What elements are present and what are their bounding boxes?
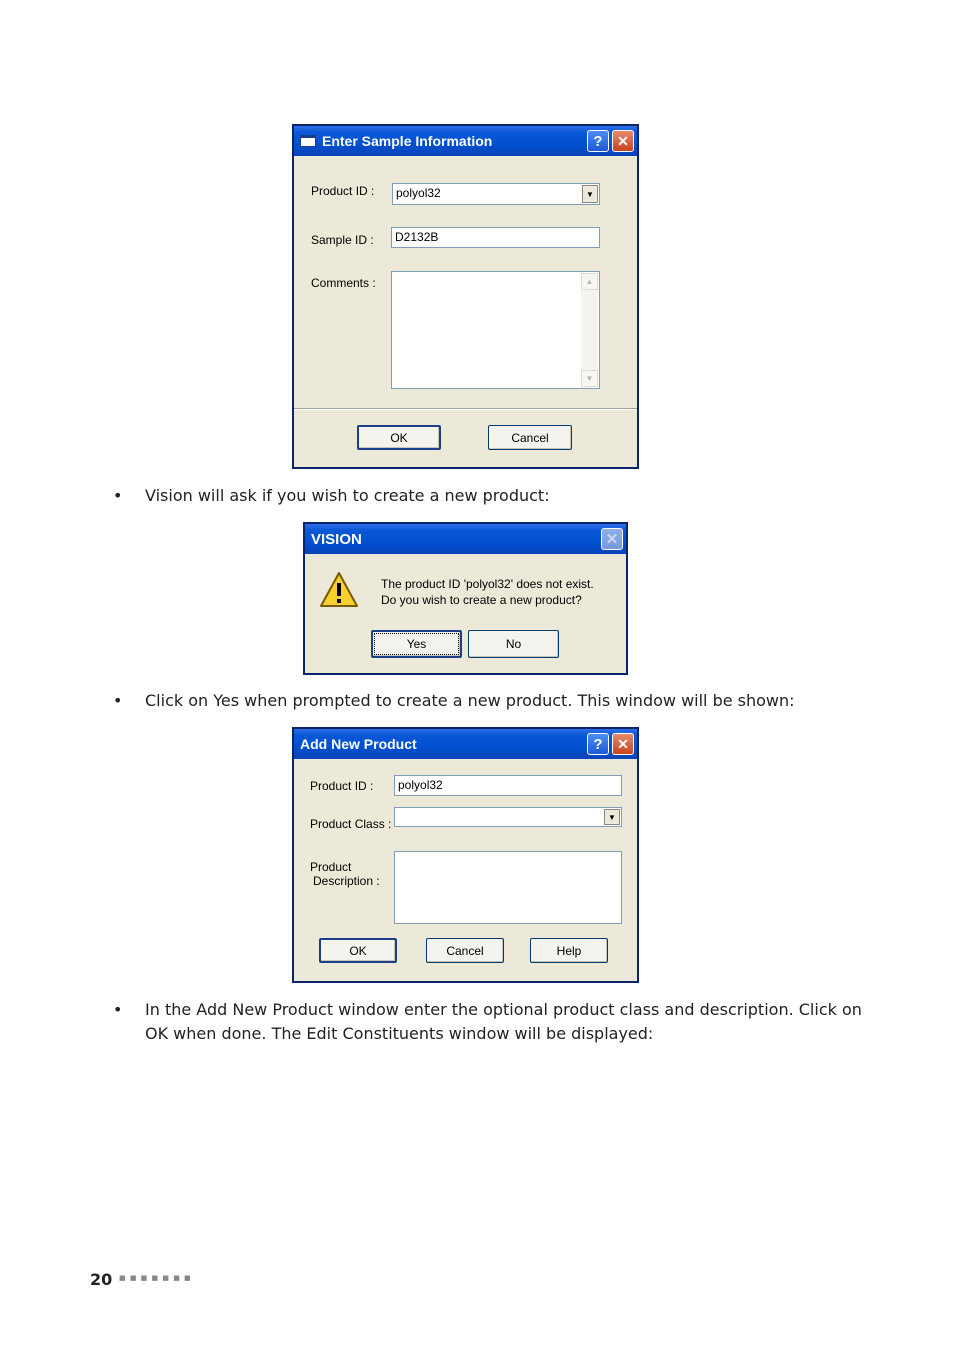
bullet: • bbox=[113, 486, 123, 505]
dialog-title-bar[interactable] bbox=[294, 126, 637, 156]
prompt-message-line1: The product ID 'polyol32' does not exist. bbox=[381, 577, 594, 591]
dialog-title: VISION bbox=[311, 530, 362, 548]
page-dots: ■ ■ ■ ■ ■ ■ ■ bbox=[119, 1274, 192, 1282]
prompt-message-line2: Do you wish to create a new product? bbox=[381, 593, 582, 607]
close-icon: ✕ bbox=[601, 528, 623, 550]
product-description-textarea[interactable] bbox=[394, 851, 622, 924]
dialog-separator bbox=[294, 408, 637, 410]
sample-id-input[interactable]: D2132B bbox=[391, 227, 600, 248]
help-icon[interactable]: ? bbox=[587, 733, 609, 755]
instruction-text-3-line2: OK when done. The Edit Constituents window will be displayed: bbox=[145, 1024, 654, 1043]
bullet: • bbox=[113, 691, 123, 710]
product-id-label: Product ID : bbox=[311, 184, 375, 198]
close-icon[interactable]: ✕ bbox=[612, 130, 634, 152]
help-button[interactable]: Help bbox=[530, 938, 608, 963]
scroll-up-icon[interactable]: ▲ bbox=[581, 273, 598, 290]
product-id-dropdown[interactable] bbox=[392, 183, 600, 205]
scroll-down-icon[interactable]: ▼ bbox=[581, 370, 598, 387]
product-description-label: Product bbox=[310, 860, 352, 874]
product-id-input[interactable]: polyol32 bbox=[394, 775, 622, 796]
product-class-dropdown[interactable] bbox=[394, 807, 622, 827]
product-id-label: Product ID : bbox=[310, 779, 374, 793]
dialog-title-bar[interactable] bbox=[294, 729, 637, 759]
enter-sample-information-dialog bbox=[292, 124, 639, 469]
cancel-button[interactable]: Cancel bbox=[488, 425, 572, 450]
comments-scrollbar[interactable] bbox=[581, 273, 598, 387]
chevron-down-icon[interactable]: ▼ bbox=[582, 185, 598, 203]
dialog-title: Add New Product bbox=[300, 736, 417, 752]
product-class-label: Product Class : bbox=[310, 817, 392, 831]
warning-icon bbox=[319, 570, 359, 610]
page-number: 20 bbox=[90, 1270, 113, 1289]
instruction-text-2: Click on Yes when prompted to create a new product. This window will be shown: bbox=[145, 691, 795, 710]
add-new-product-dialog bbox=[292, 727, 639, 983]
instruction-text-3-line1: In the Add New Product window enter the optional product class and description. Click on bbox=[145, 1000, 862, 1019]
ok-button[interactable]: OK bbox=[357, 425, 441, 450]
help-icon[interactable]: ? bbox=[587, 130, 609, 152]
dialog-title: Enter Sample Information bbox=[322, 133, 493, 149]
close-icon[interactable]: ✕ bbox=[612, 733, 634, 755]
ok-button[interactable]: OK bbox=[319, 938, 397, 963]
cancel-button[interactable]: Cancel bbox=[426, 938, 504, 963]
sample-id-label: Sample ID : bbox=[311, 233, 374, 247]
yes-button[interactable]: Yes bbox=[371, 630, 462, 658]
instruction-text-1: Vision will ask if you wish to create a new product: bbox=[145, 486, 550, 505]
dialog-title-bar[interactable] bbox=[305, 524, 626, 554]
bullet: • bbox=[113, 1000, 123, 1019]
product-id-value: polyol32 bbox=[396, 186, 441, 200]
chevron-down-icon[interactable]: ▼ bbox=[604, 809, 620, 825]
vision-confirm-dialog bbox=[303, 522, 628, 675]
comments-textarea[interactable] bbox=[391, 271, 600, 389]
window-icon bbox=[300, 135, 316, 147]
comments-label: Comments : bbox=[311, 276, 376, 290]
product-description-label: Description : bbox=[313, 874, 380, 888]
no-button[interactable]: No bbox=[468, 630, 559, 658]
